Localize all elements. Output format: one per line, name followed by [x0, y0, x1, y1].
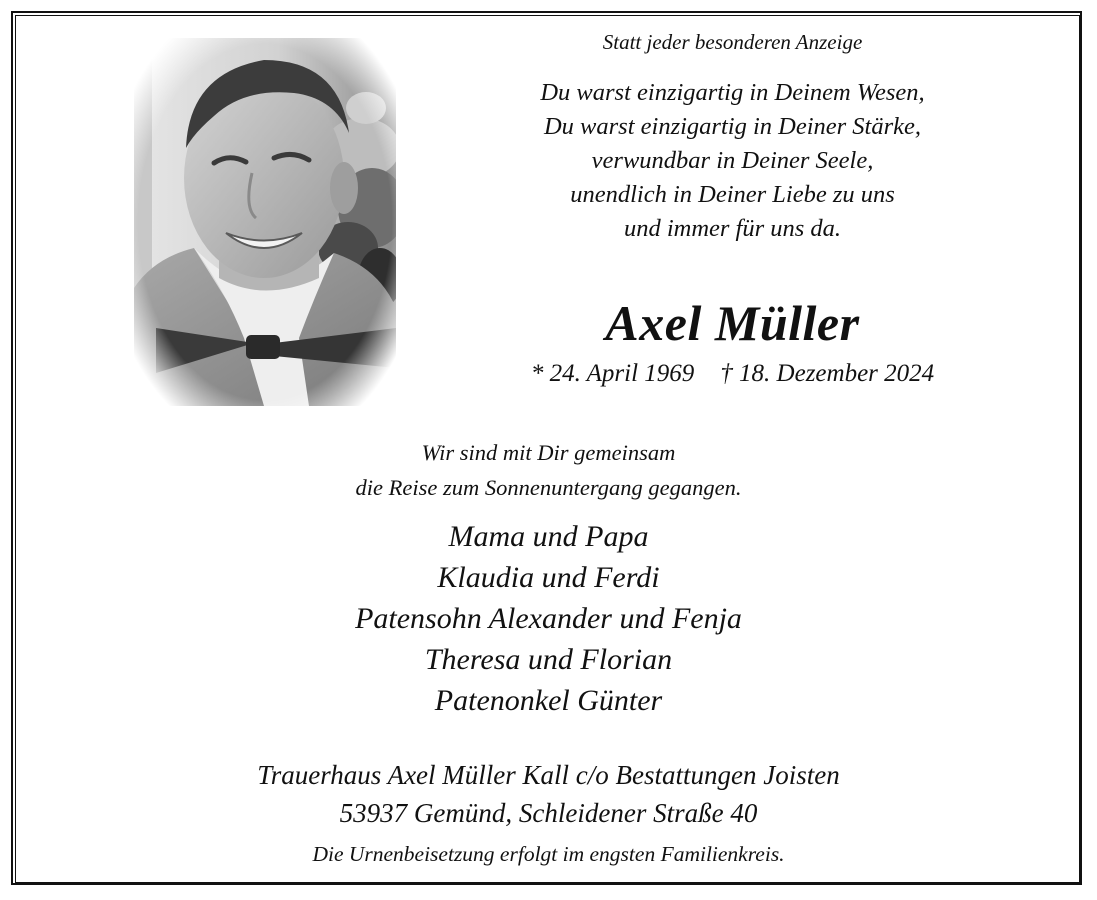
family-line-4: Theresa und Florian: [424, 643, 673, 676]
preheader: Statt jeder besonderen Anzeige: [602, 30, 863, 54]
address-line-2: 53937 Gemünd, Schleidener Straße 40: [339, 798, 758, 828]
poem-line-2: Du warst einzigartig in Deiner Stärke,: [543, 113, 921, 140]
intro-line-1: Wir sind mit Dir gemeinsam: [421, 440, 676, 465]
birth-date: * 24. April 1969: [530, 360, 695, 387]
intro-line-2: die Reise zum Sonnenuntergang gegangen.: [355, 475, 742, 500]
family-line-5: Patenonkel Günter: [434, 684, 663, 717]
family-line-3: Patensohn Alexander und Fenja: [355, 602, 742, 635]
life-dates: [430, 360, 1035, 388]
poem-line-1: Du warst einzigartig in Deinem Wesen,: [540, 79, 925, 106]
deceased-name: Axel Müller: [605, 295, 860, 351]
poem-line-4: unendlich in Deiner Liebe zu uns: [570, 181, 895, 208]
poem-line-3: verwundbar in Deiner Seele,: [591, 147, 874, 174]
poem-line-5: und immer für uns da.: [623, 215, 842, 242]
family-line-2: Klaudia und Ferdi: [437, 561, 660, 594]
header-block: [430, 0, 1035, 400]
address-line-1: Trauerhaus Axel Müller Kall c/o Bestattungen Joisten: [257, 760, 840, 790]
portrait-photo: [134, 38, 396, 406]
funeral-note: Die Urnenbeisetzung erfolgt im engsten Familienkreis.: [312, 842, 785, 866]
death-date: † 18. Dezember 2024: [720, 360, 935, 387]
family-line-1: Mama und Papa: [448, 520, 649, 553]
